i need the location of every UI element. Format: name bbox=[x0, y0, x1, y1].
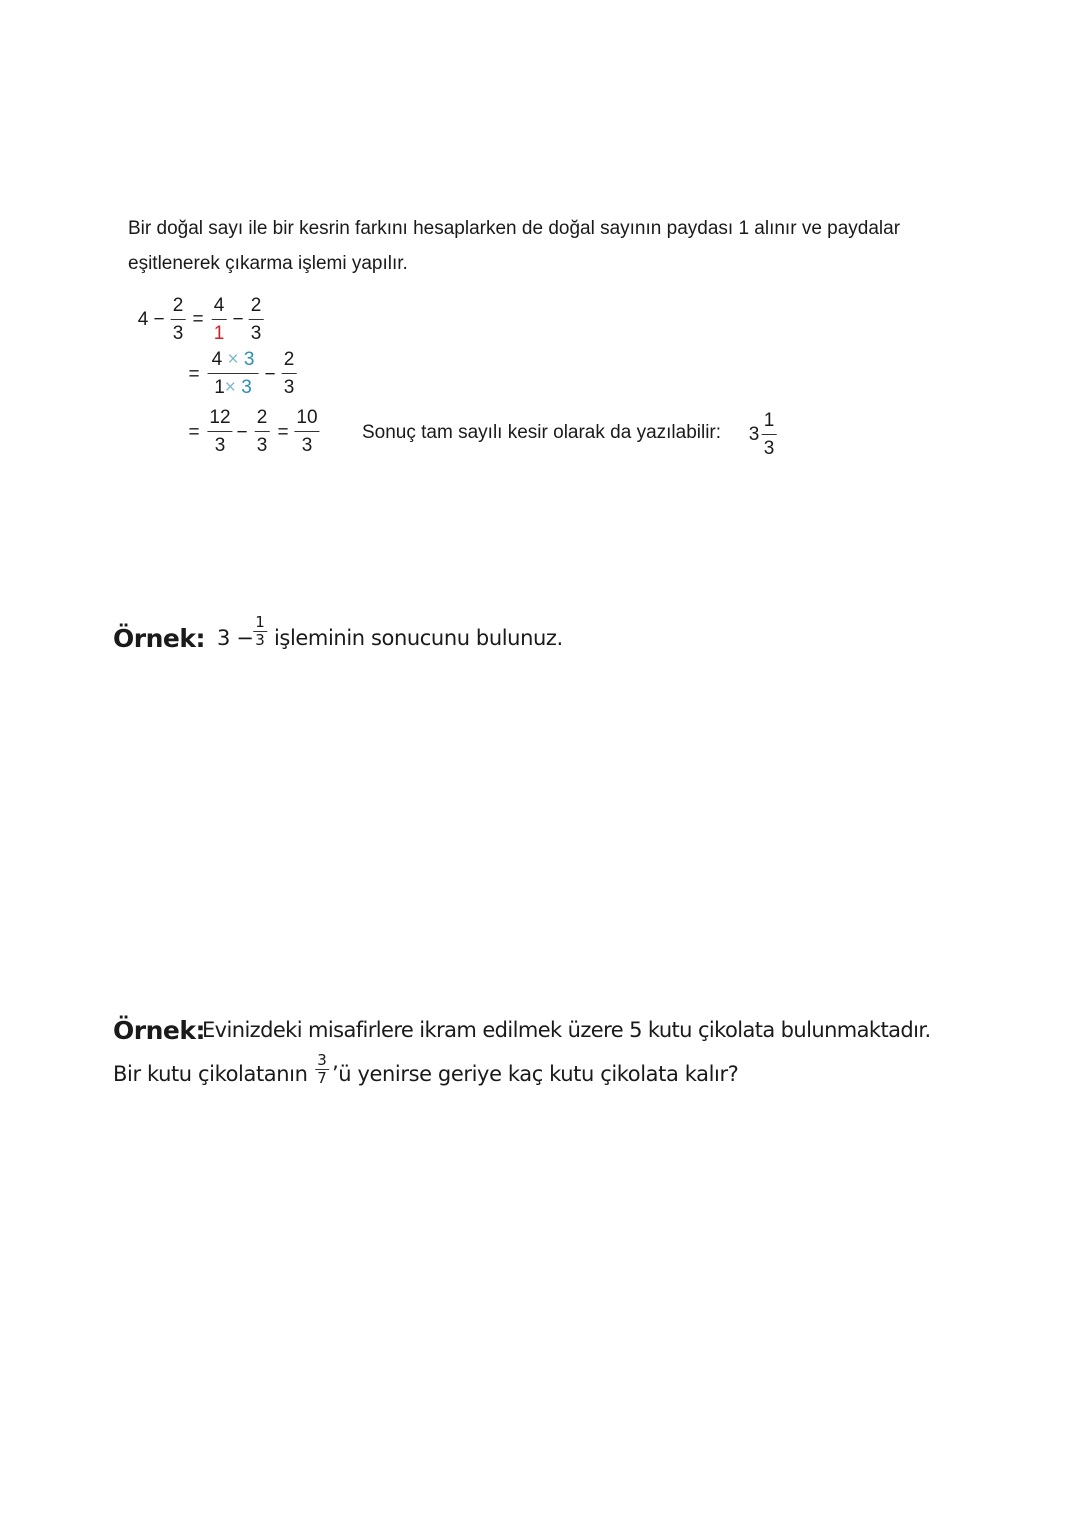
result-note: Sonuç tam sayılı kesir olarak da yazılabilir: bbox=[362, 422, 722, 443]
equals-sign: = bbox=[277, 422, 289, 443]
example-label: Örnek: bbox=[113, 624, 205, 653]
denominator-multiplier: 3 bbox=[241, 377, 252, 398]
fraction bbox=[212, 296, 227, 344]
numerator: 2 bbox=[282, 350, 297, 374]
numerator: 10 bbox=[294, 408, 319, 432]
numerator-factor: 4 bbox=[211, 349, 223, 370]
times-sign: × bbox=[227, 349, 239, 370]
fraction-expanded bbox=[208, 350, 259, 398]
denominator-highlight: 1 bbox=[213, 323, 225, 344]
fraction bbox=[207, 408, 232, 456]
example-text: işleminin sonucunu bulunuz. bbox=[274, 626, 563, 650]
mixed-whole: 3 bbox=[748, 424, 760, 445]
equals-sign: = bbox=[188, 364, 200, 385]
minus-sign: − bbox=[153, 309, 165, 330]
mixed-fraction bbox=[762, 411, 777, 459]
expression-left: 3 − bbox=[217, 626, 254, 650]
denominator: 3 bbox=[763, 438, 775, 459]
intro-line-1: Bir doğal sayı ile bir kesrin farkını hesaplarken de doğal sayının paydası 1 alınır ve paydalar bbox=[128, 218, 901, 239]
example-line-2-end: ’ü yenirse geriye kaç kutu çikolata kalır? bbox=[332, 1062, 739, 1086]
denominator: 3 bbox=[301, 435, 313, 456]
fraction bbox=[171, 296, 186, 344]
numerator: 1 bbox=[762, 411, 777, 435]
denominator-factor: 1 bbox=[214, 377, 225, 398]
numerator-multiplier: 3 bbox=[243, 349, 255, 370]
example-line-2-start: Bir kutu çikolatanın bbox=[113, 1062, 308, 1086]
denominator: 3 bbox=[172, 323, 184, 344]
minus-sign: − bbox=[236, 422, 248, 443]
numerator: 2 bbox=[255, 408, 270, 432]
fraction bbox=[315, 1053, 329, 1086]
numerator: 1 bbox=[255, 613, 265, 631]
denominator: 7 bbox=[317, 1069, 327, 1087]
denominator: 3 bbox=[214, 435, 226, 456]
equals-sign: = bbox=[188, 422, 200, 443]
denominator: 3 bbox=[255, 631, 265, 649]
numerator: 2 bbox=[171, 296, 186, 320]
minus-sign: − bbox=[232, 309, 244, 330]
denominator: 3 bbox=[256, 435, 268, 456]
intro-line-2: eşitlenerek çıkarma işlemi yapılır. bbox=[128, 253, 408, 274]
denominator: 3 bbox=[283, 377, 295, 398]
fraction bbox=[253, 615, 267, 648]
minus-sign: − bbox=[264, 364, 276, 385]
whole-number: 4 bbox=[137, 309, 149, 330]
numerator: 3 bbox=[317, 1051, 327, 1069]
numerator: 2 bbox=[249, 296, 264, 320]
example-label: Örnek: bbox=[113, 1016, 205, 1045]
times-sign: × bbox=[224, 377, 236, 398]
denominator: 3 bbox=[250, 323, 262, 344]
equals-sign: = bbox=[192, 309, 204, 330]
example-line-1: Evinizdeki misafirlere ikram edilmek üzere 5 kutu çikolata bulunmaktadır. bbox=[202, 1018, 931, 1042]
numerator: 4 bbox=[212, 296, 227, 320]
fraction bbox=[282, 350, 297, 398]
fraction bbox=[255, 408, 270, 456]
numerator: 12 bbox=[207, 408, 232, 432]
fraction-result bbox=[294, 408, 319, 456]
fraction bbox=[249, 296, 264, 344]
